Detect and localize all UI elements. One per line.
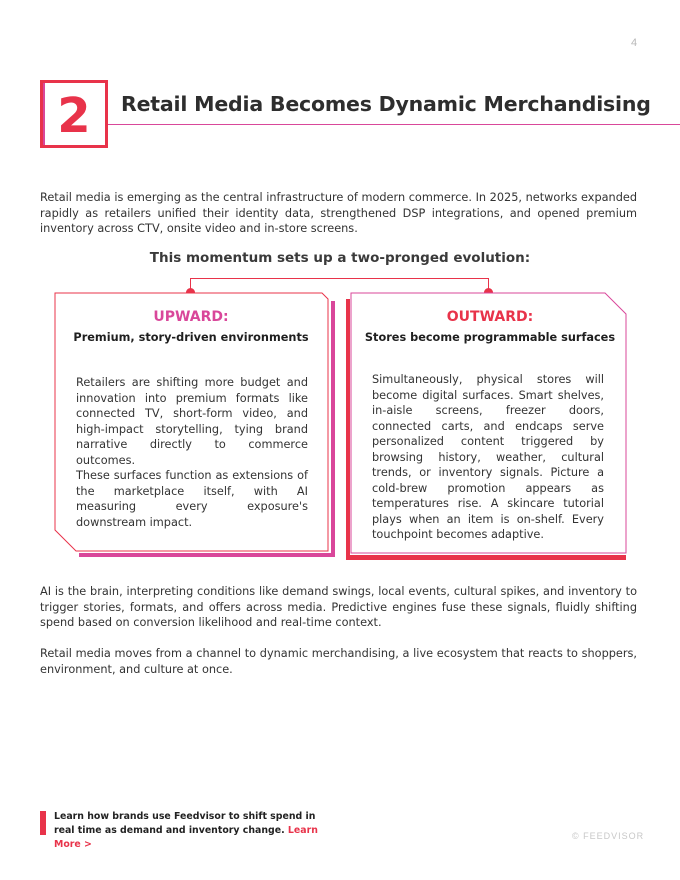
upward-subtitle: Premium, story-driven environments [73,331,309,344]
page-title: Retail Media Becomes Dynamic Merchandising [121,92,651,116]
cta-text: Learn how brands use Feedvisor to shift spend in real time as demand and inventory change. [54,811,316,836]
outward-title: OUTWARD: [446,309,534,325]
upward-card [55,293,335,560]
outward-subtitle: Stores become programmable surfaces [364,331,616,344]
outward-body-1: Simultaneously, physical stores will become digital surfaces. Smart shelves, in-aisle screens, freezer doors, connected carts, and endcaps serve personalized content triggered by browsing history, weather, cultural trends, or inventory signals. Picture a cold-brew promotion appears as temperatures rise. A skincare tutorial plays when an item is on-shelf. Every touchpoint becomes adaptive. [372,373,604,541]
outward-card [346,293,626,560]
page-number: 4 [631,37,638,49]
copyright: © FEEDVISOR [572,831,645,841]
title-underline [108,124,680,125]
upward-title: UPWARD: [153,309,229,325]
cta-block [54,810,324,852]
cta-accent-bar [40,811,46,835]
ai-paragraph: AI is the brain, interpreting conditions like demand swings, local events, cultural spikes, and inventory to trigger stories, formats, and offers across media. Predictive engines fuse these signals, fluidly shifting spend based on conversion likelihood and real-time context. [40,585,637,629]
upward-body-1: Retailers are shifting more budget and innovation into premium formats like connected TV, short-form video, and high-impact storytelling, tying brand narrative directly to commerce outcomes. [76,376,308,467]
bracket-connector [190,278,489,292]
conclusion-paragraph: Retail media moves from a channel to dynamic merchandising, a live ecosystem that reacts to shoppers, environment, and culture at once. [40,647,637,676]
intro-paragraph: Retail media is emerging as the central infrastructure of modern commerce. In 2025, networks expanded rapidly as retailers unified their identity data, strengthened DSP integrations, and opened premium inventory across CTV, onsite video and in-store screens. [40,191,637,235]
momentum-heading: This momentum sets up a two-pronged evolution: [149,250,531,266]
learn-more-link[interactable]: Learn More > [54,825,318,850]
section-number-badge [40,80,108,148]
upward-body-2: These surfaces function as extensions of the marketplace itself, with AI measuring every exposure's downstream impact. [76,469,308,529]
section-number: 2 [57,88,91,144]
